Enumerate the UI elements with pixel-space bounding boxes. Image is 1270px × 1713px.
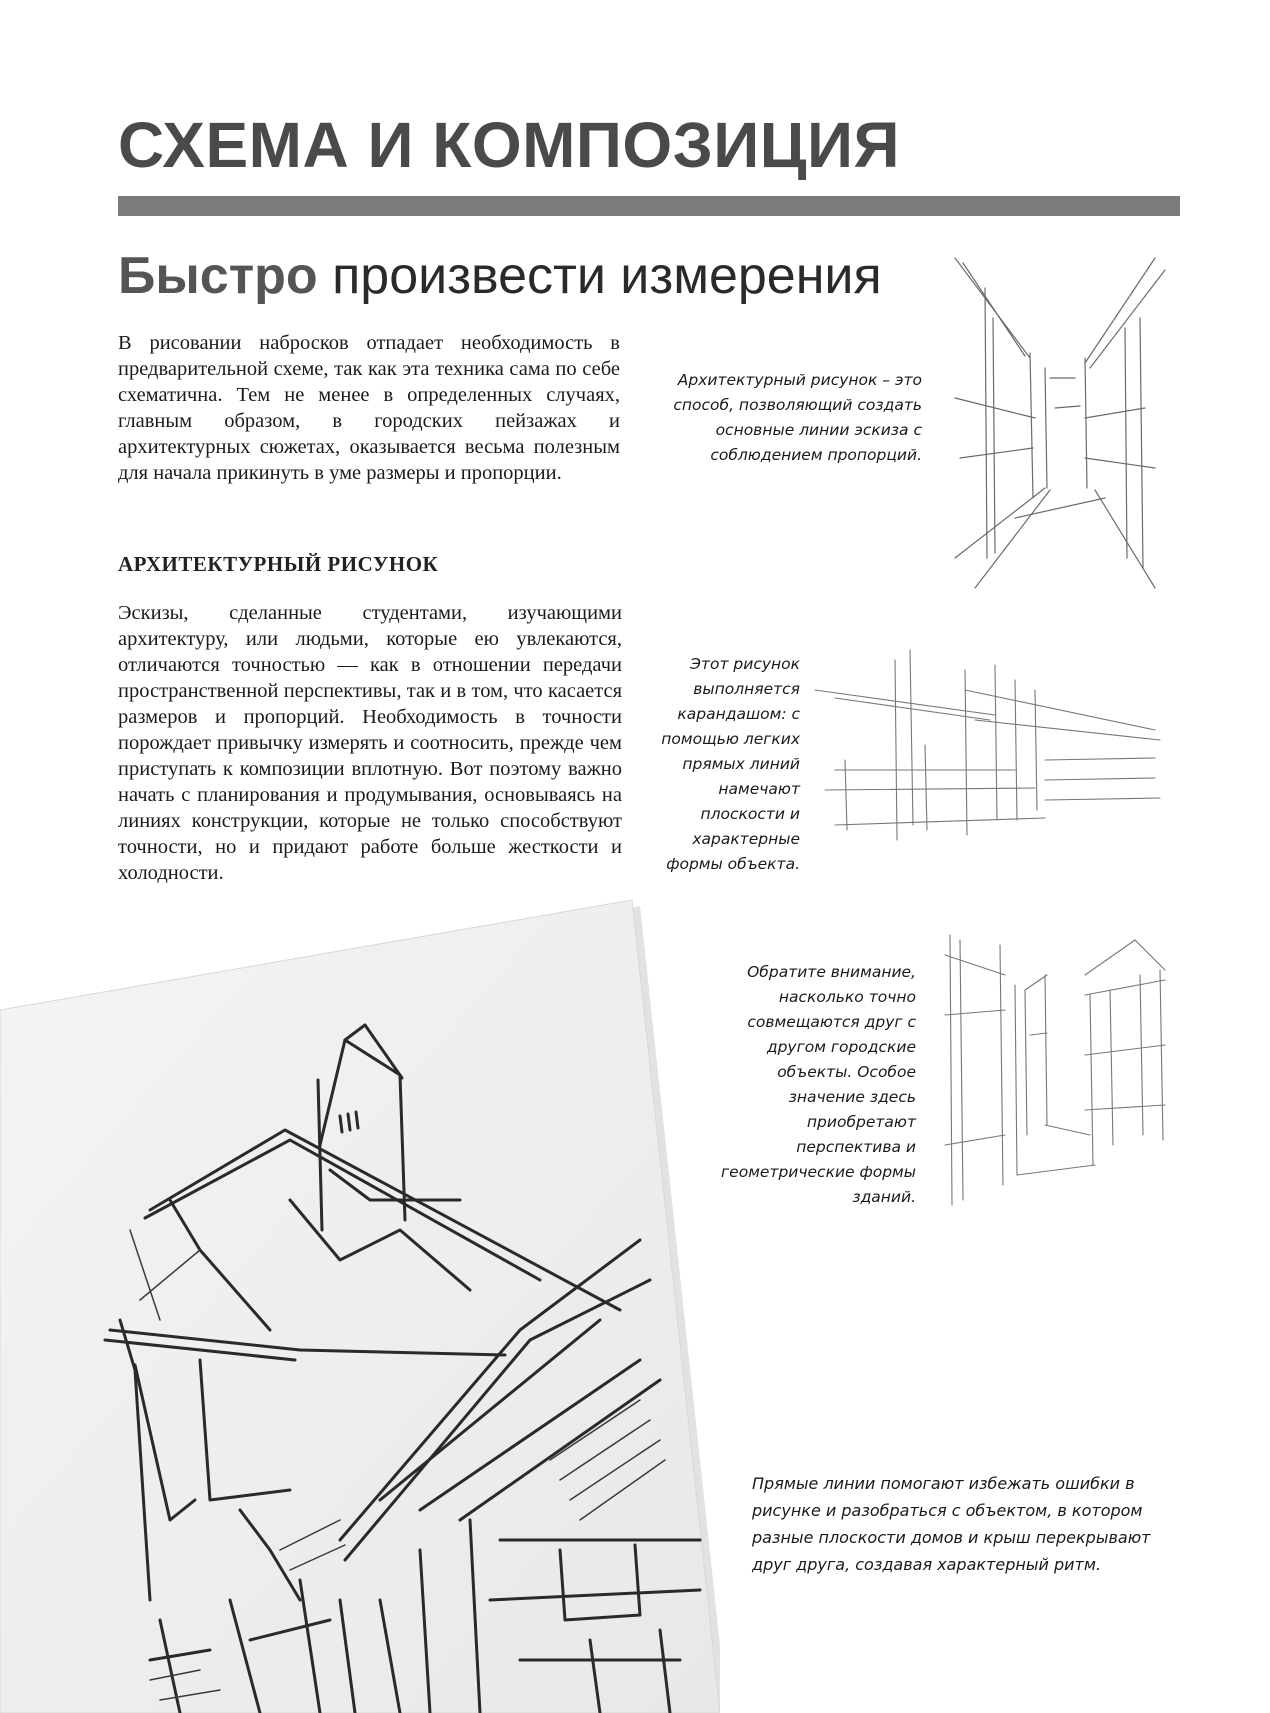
sketch-building-planes <box>815 650 1160 850</box>
subtitle-bold: Быстро <box>118 247 318 305</box>
section-paragraph: Эскизы, сделанные студентами, изучающими архитектуру, или людьми, которые ею увлекаются, отличаются точностью — как в отношении передачи пространственной перспективы, так и в том, что касается размеров и пропорций. Необходимость в точности порождает привычку измерять и соотносить, прежде чем приступать к композиции вплотную. Вот поэтому важно начать с планирования и продумывания, основываясь на линиях конструкции, которые не только способствуют точности, но и придают работе больше жесткости и холодности. <box>118 602 622 884</box>
subtitle-rest: произвести измерения <box>317 247 882 305</box>
sketch-city-objects <box>945 935 1170 1215</box>
caption-sketch-1: Архитектурный рисунок – это способ, позволяющий создать основные линии эскиза с соблюдением пропорций. <box>673 371 922 464</box>
page-title: СХЕМА И КОМПОЗИЦИЯ <box>118 109 901 181</box>
caption-sketch-2: Этот рисунок выполняется карандашом: с помощью легких прямых линий намечают плоскости и характерные формы объекта. <box>661 655 800 873</box>
caption-sketch-4: Прямые линии помогают избежать ошибки в рисунке и разобраться с объектом, в котором разные плоскости домов и крыш перекрывают друг друга, создавая характерный ритм. <box>752 1474 1151 1574</box>
title-rule <box>118 196 1180 216</box>
section-heading: АРХИТЕКТУРНЫЙ РИСУНОК <box>118 552 439 576</box>
intro-paragraph: В рисовании набросков отпадает необходимость в предварительной схеме, так как эта техника сама по себе схематична. Тем не менее в определенных случаях, главным образом, в городских пейзажах и архитектурных сюжетах, оказывается весьма полезным для начала прикинуть в уме размеры и пропорции. <box>118 332 620 484</box>
sketch-rooftops-photo <box>0 900 720 1713</box>
sketch-street-perspective <box>955 258 1170 593</box>
page-subtitle <box>118 246 882 306</box>
caption-sketch-3: Обратите внимание, насколько точно совмещаются друг с другом городские объекты. Особое значение здесь приобретают перспектива и геометрические формы зданий. <box>721 963 916 1206</box>
